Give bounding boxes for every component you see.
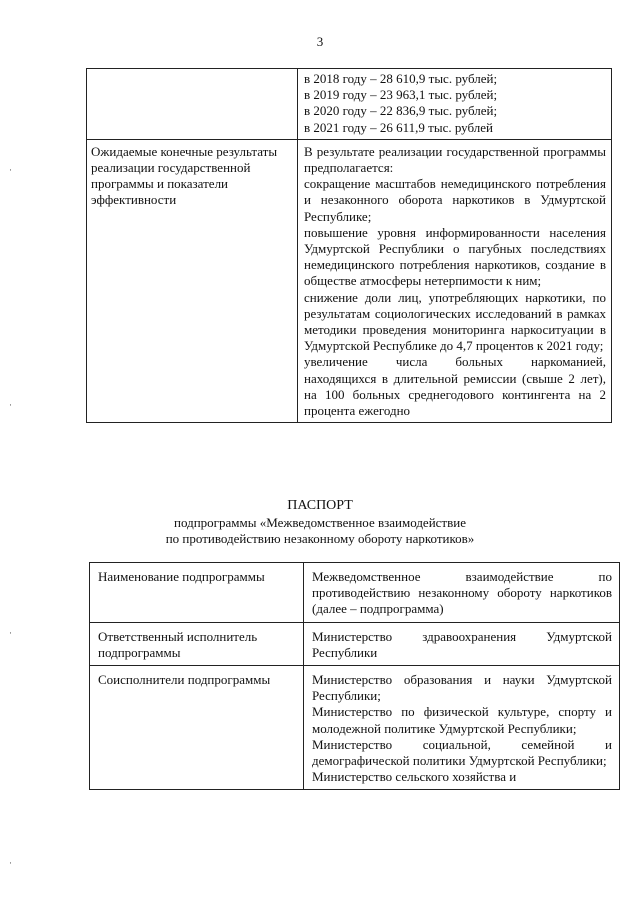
margin-mark: · — [9, 400, 12, 410]
subprogram-name: Межведомственное взаимодействие по противодействию незаконному обороту наркотиков (далее – подпрограмма) — [312, 569, 612, 617]
row-content — [298, 139, 612, 422]
row-label: Наименование подпрограммы — [90, 563, 304, 623]
program-table — [86, 68, 612, 423]
row-label: Ответственный исполнитель подпрограммы — [90, 622, 304, 665]
row-content — [304, 563, 620, 623]
table-row — [87, 139, 612, 422]
passport-title: ПАСПОРТ — [287, 498, 353, 513]
passport-subtitle: подпрограммы «Межведомственное взаимодействие — [174, 514, 466, 530]
table-row — [90, 563, 620, 623]
responsible-executor: Министерство здравоохранения Удмуртской Республики — [312, 628, 612, 660]
row-label: Соисполнители подпрограммы — [90, 666, 304, 790]
row-label — [87, 69, 298, 140]
margin-mark: · — [9, 165, 12, 175]
margin-mark: · — [9, 628, 12, 638]
co-executor: Министерство образования и науки Удмуртской Республики; — [312, 672, 612, 704]
funding-line: в 2019 году – 23 963,1 тыс. рублей; — [304, 87, 498, 103]
result-item: сокращение масштабов немедицинского потребления и незаконного оборота наркотиков в Удмуртской Республике; — [304, 176, 606, 224]
co-executor: Министерство социальной, семейной и демографической политики Удмуртской Республики; — [312, 736, 612, 769]
result-item: снижение доли лиц, употребляющих наркотики, по результатам социологических исследований в рамках методики проведения мониторинга наркоситуации в Удмуртской Республике до 4,7 процентов к 2021 году; — [304, 289, 606, 354]
co-executor: Министерство сельского хозяйства и — [312, 769, 517, 785]
result-item: повышение уровня информированности населения Удмуртской Республики о пагубных последствиях немедицинского потребления наркотиков, создание в обществе атмосферы нетерпимости к ним; — [304, 224, 606, 289]
passport-subtitle: по противодействию незаконному обороту наркотиков» — [165, 531, 475, 546]
passport-heading — [0, 498, 640, 548]
funding-line: в 2020 году – 22 836,9 тыс. рублей; — [304, 103, 498, 119]
row-content — [304, 666, 620, 790]
subprogram-passport-table — [89, 562, 620, 790]
co-executor: Министерство по физической культуре, спорту и молодежной политике Удмуртской Республики; — [312, 704, 612, 736]
row-content — [298, 69, 612, 140]
page-number: 3 — [316, 34, 324, 49]
funding-line: в 2021 году – 26 611,9 тыс. рублей — [304, 119, 494, 135]
table-row — [90, 666, 620, 790]
result-intro: В результате реализации государственной программы предполагается: — [304, 143, 606, 176]
margin-mark: · — [9, 858, 12, 868]
table-row — [90, 622, 620, 665]
row-label: Ожидаемые конечные результаты реализации государственной программы и показатели эффективности — [87, 139, 298, 422]
result-item: увеличение числа больных наркоманией, находящихся в длительной ремиссии (свыше 2 лет), на 100 больных среднегодового контингента на 2 процента ежегодно — [304, 354, 606, 419]
table-row — [87, 69, 612, 140]
funding-line: в 2018 году – 28 610,9 тыс. рублей; — [304, 71, 498, 86]
row-content — [304, 622, 620, 665]
